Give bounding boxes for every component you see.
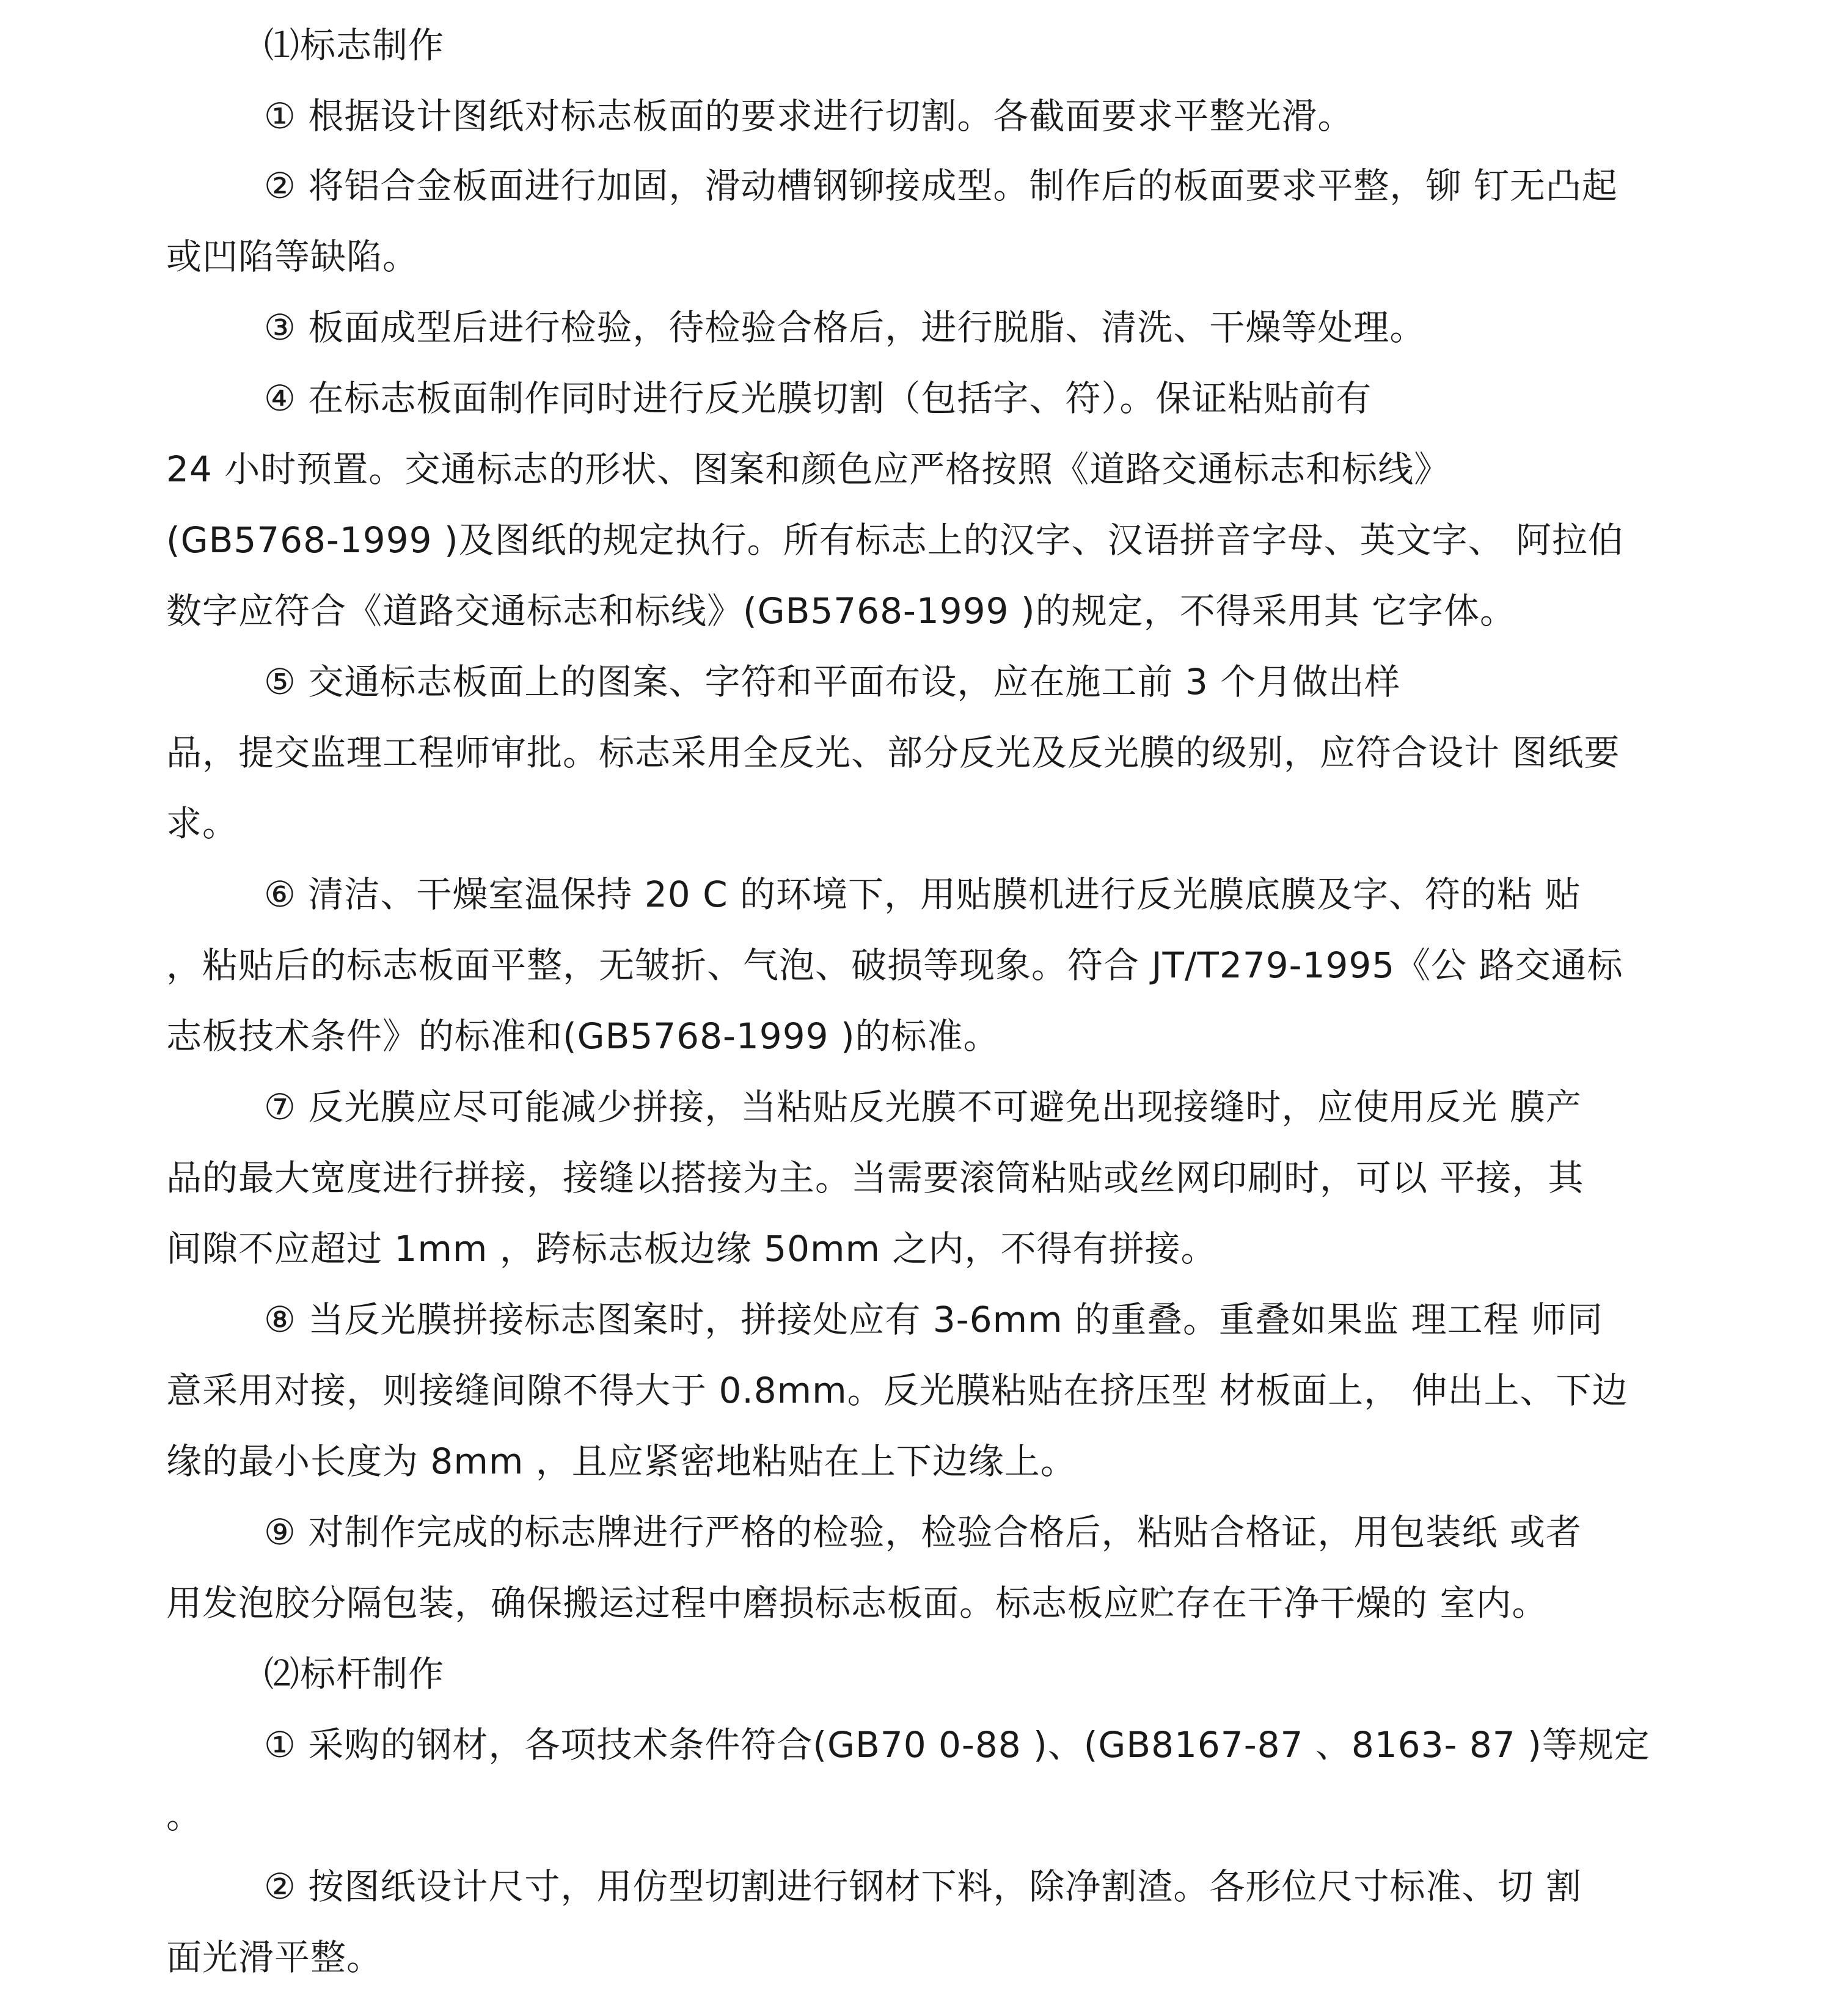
- section-heading-pole-fabrication: ⑵标杆制作: [264, 1653, 445, 1695]
- paragraph-item-7-line-1: ⑦ 反光膜应尽可能减少拼接，当粘贴反光膜不可避免出现接缝时，应使用反光 膜产: [264, 1086, 1582, 1128]
- paragraph-item-4-line-3: (GB5768-1999 )及图纸的规定执行。所有标志上的汉字、汉语拼音字母、英文字、 阿拉伯: [166, 519, 1625, 561]
- paragraph-item-2-line-1: ② 将铝合金板面进行加固，滑动槽钢铆接成型。制作后的板面要求平整，铆 钉无凸起: [264, 165, 1618, 206]
- paragraph-item-1: ① 根据设计图纸对标志板面的要求进行切割。各截面要求平整光滑。: [264, 95, 1354, 137]
- paragraph-item-7-line-3: 间隙不应超过 1mm ，跨标志板边缘 50mm 之内，不得有拼接。: [166, 1228, 1217, 1269]
- paragraph-item-9-line-1: ⑨ 对制作完成的标志牌进行严格的检验，检验合格后，粘贴合格证，用包装纸 或者: [264, 1511, 1582, 1553]
- section-heading-sign-fabrication: ⑴标志制作: [264, 24, 445, 66]
- paragraph-item-7-line-2: 品的最大宽度进行拼接，接缝以搭接为主。当需要滚筒粘贴或丝网印刷时，可以 平接，其: [166, 1157, 1584, 1199]
- paragraph-item-4-line-4: 数字应符合《道路交通标志和标线》(GB5768-1999 )的规定，不得采用其 它字体。: [166, 590, 1516, 632]
- paragraph-item-10-line-2: 。: [166, 1795, 203, 1836]
- paragraph-item-9-line-2: 用发泡胶分隔包装，确保搬运过程中磨损标志板面。标志板应贮存在干净干燥的 室内。: [166, 1582, 1548, 1624]
- paragraph-item-8-line-3: 缘的最小长度为 8mm ，且应紧密地粘贴在上下边缘上。: [166, 1441, 1077, 1482]
- paragraph-item-11-line-1: ② 按图纸设计尺寸，用仿型切割进行钢材下料，除净割渣。各形位尺寸标准、切 割: [264, 1866, 1582, 1907]
- paragraph-item-3: ③ 板面成型后进行检验，待检验合格后，进行脱脂、清洗、干燥等处理。: [264, 307, 1426, 348]
- paragraph-item-5-line-3: 求。: [166, 803, 239, 844]
- paragraph-item-6-line-1: ⑥ 清洁、干燥室温保持 20 C 的环境下，用贴膜机进行反光膜底膜及字、符的粘 贴: [264, 874, 1581, 915]
- paragraph-item-10-line-1: ① 采购的钢材，各项技术条件符合(GB70 0-88 )、(GB8167-87 、8163- 87 )等规定: [264, 1724, 1650, 1766]
- paragraph-item-6-line-3: 志板技术条件》的标准和(GB5768-1999 )的标准。: [166, 1015, 1000, 1057]
- paragraph-item-11-line-2: 面光滑平整。: [166, 1937, 383, 1978]
- paragraph-item-2-line-2: 或凹陷等缺陷。: [166, 236, 419, 277]
- paragraph-item-6-line-2: ，粘贴后的标志板面平整，无皱折、气泡、破损等现象。符合 JT/T279-1995《公 路交通标: [166, 944, 1623, 986]
- paragraph-item-8-line-2: 意采用对接，则接缝间隙不得大于 0.8mm。反光膜粘贴在挤压型 材板面上， 伸出上、下边: [166, 1370, 1628, 1411]
- paragraph-item-8-line-1: ⑧ 当反光膜拼接标志图案时，拼接处应有 3-6mm 的重叠。重叠如果监 理工程 师同: [264, 1299, 1603, 1340]
- paragraph-item-5-line-2: 品，提交监理工程师审批。标志采用全反光、部分反光及反光膜的级别，应符合设计 图纸要: [166, 732, 1620, 773]
- paragraph-item-4-line-2: 24 小时预置。交通标志的形状、图案和颜色应严格按照《道路交通标志和标线》: [166, 448, 1450, 490]
- paragraph-item-4-line-1: ④ 在标志板面制作同时进行反光膜切割（包括字、符）。保证粘贴前有: [264, 378, 1372, 419]
- paragraph-item-5-line-1: ⑤ 交通标志板面上的图案、字符和平面布设，应在施工前 3 个月做出样: [264, 661, 1401, 703]
